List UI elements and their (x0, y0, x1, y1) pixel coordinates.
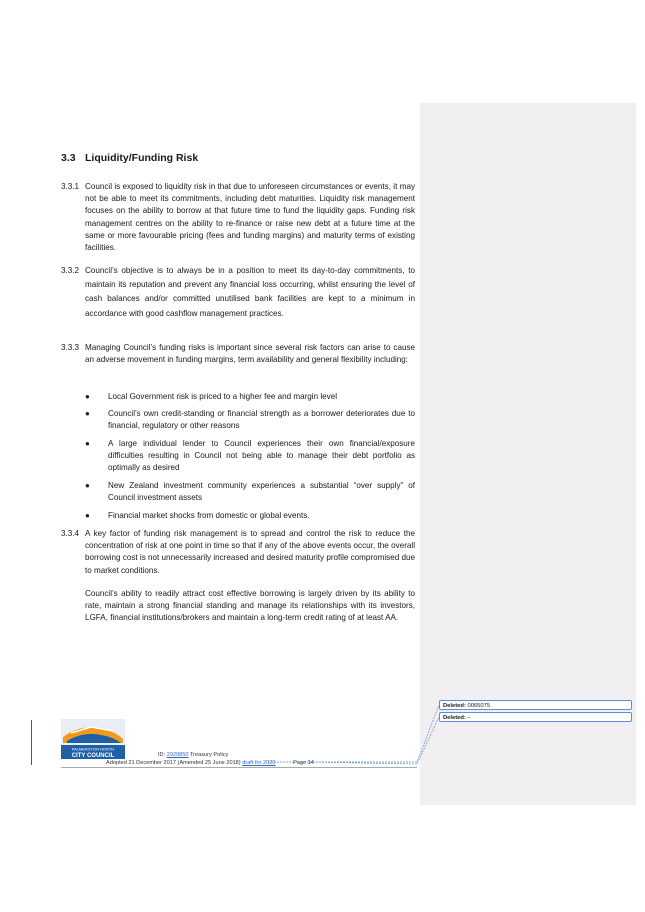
comment-label: Deleted: (443, 715, 466, 721)
footer-id-link[interactable]: 2929850 (166, 752, 189, 758)
paragraph-text: Council is exposed to liquidity risk in that due to unforeseen circumstances or events, it may not be able to meet its commitments, including debt maturities. Liquidity risk management focuses on the ability to borrow at that future time to fund the liquidity gaps. Funding risk management centres on the ability to re-finance or raise new debt at a future time at the same or more favourable pricing (fees and funding margins) and maturity terms of existing facilities. (85, 182, 415, 253)
bullet-item (85, 438, 415, 475)
comment-text: – (467, 715, 471, 721)
footer-rule (61, 767, 417, 768)
footer-id (158, 752, 228, 758)
comment-balloon[interactable] (439, 712, 632, 722)
bullet-item (85, 408, 415, 432)
paragraph-text: Managing Council’s funding risks is important since several risk factors can arise to cause an adverse movement in funding margins, term availability and general flexibility including: (85, 343, 415, 365)
change-bar (31, 720, 32, 765)
footer-adopted-text: Adopted 21 December 2017 (Amended 25 June 2018) (106, 760, 241, 766)
section-heading (61, 152, 198, 164)
paragraph-3-3-2 (61, 264, 415, 321)
bullet-icon: ● (85, 439, 90, 448)
paragraph-text: A key factor of funding risk management is to spread and control the risk to reduce the concentration of risk at one point in time so that if any of the above events occur, the overall borrowing cost is not unnecessarily increased and desired maturity profile compromised due to market conditions. (85, 529, 415, 575)
footer-page-number: Page 14 (293, 760, 314, 766)
bullet-icon: ● (85, 392, 90, 401)
footer-draft-link[interactable]: draft for 2020 (242, 760, 276, 766)
paragraph-number: 3.3.4 (61, 529, 80, 538)
comment-text: 0065075 (467, 703, 491, 709)
bullet-item (85, 391, 415, 403)
bullet-icon: ● (85, 481, 90, 490)
bullet-text: Local Government risk is priced to a higher fee and margin level (108, 392, 337, 401)
paragraph-number: 3.3.1 (61, 182, 80, 191)
bullet-icon: ● (85, 409, 90, 418)
bullet-text: Council’s own credit-standing or financial strength as a borrower deteriorates due to financial, regulatory or other reasons (108, 409, 415, 431)
closing-paragraph: Council’s ability to readily attract cost effective borrowing is largely driven by its ability to rate, maintain a strong financial standing and manage its relationships with its investors, LGFA, financial institutions/brokers and maintain a long-term credit rating of at least AA. (85, 589, 415, 623)
bullet-text: A large individual lender to Council experiences their own financial/exposure difficulties resulting in Council not being able to manage their debt portfolio as optimally as desired (108, 439, 415, 473)
comment-balloon[interactable] (439, 700, 632, 710)
paragraph-number: 3.3.2 (61, 266, 80, 275)
paragraph-3-3-3 (61, 342, 415, 366)
paragraph-number: 3.3.3 (61, 343, 80, 352)
bullet-text: New Zealand investment community experiences a substantial “over supply” of Council investment assets (108, 481, 415, 503)
bullet-item (85, 480, 415, 504)
comment-label: Deleted: (443, 703, 466, 709)
logo-line2: CITY COUNCIL (71, 753, 115, 759)
section-number: 3.3 (61, 152, 76, 164)
footer-adopted (106, 760, 314, 766)
paragraph-text: Council’s objective is to always be in a position to meet its day-to-day commitments, to maintain its reputation and prevent any financial loss occurring, whilst ensuring the level of cash balances and/or committed unutilised bank facilities are kept to a minimum in accordance with good cashflow management practices. (85, 266, 415, 318)
bullet-text: Financial market shocks from domestic or global events. (108, 511, 310, 520)
section-title: Liquidity/Funding Risk (85, 152, 199, 164)
paragraph-3-3-1 (61, 181, 415, 254)
bullet-icon: ● (85, 511, 90, 520)
logo-line1: PALMERSTON NORTH (71, 746, 115, 752)
bullet-item (85, 510, 415, 522)
footer-doc-title: Treasury Policy (189, 752, 229, 758)
footer-id-label: ID: (158, 752, 166, 758)
council-logo (61, 719, 125, 759)
paragraph-3-3-4 (61, 528, 415, 577)
